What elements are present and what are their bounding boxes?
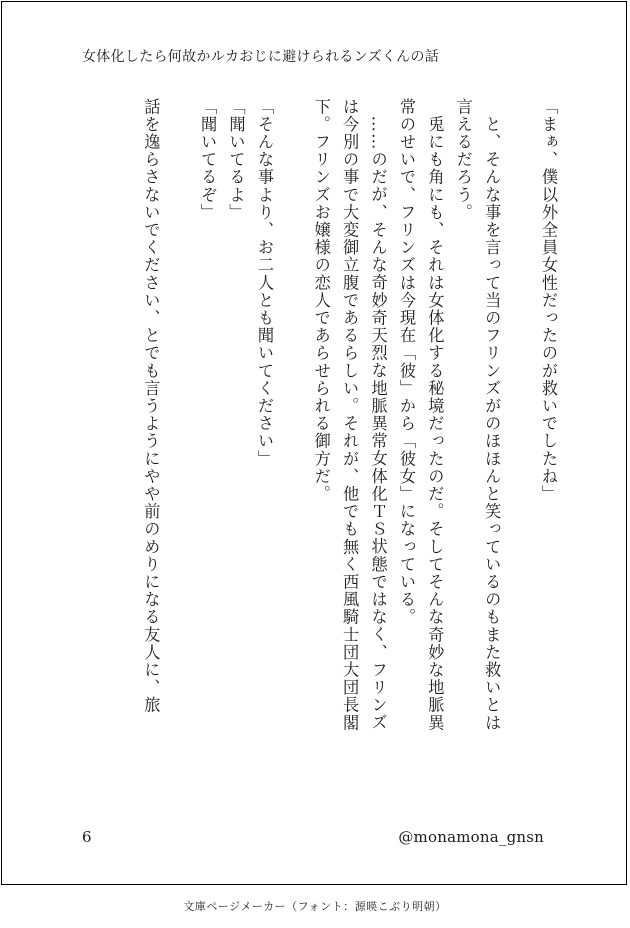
text-line: 話を逸らさないでください、とでも言うようにやや前のめりになる友人に、旅 bbox=[141, 98, 161, 714]
text-line: 兎にも角にも、それは女体化する秘境だったのだ。そしてそんな奇妙な地脈異 bbox=[425, 98, 445, 732]
text-line: 「まぁ、僕以外全員女性だったのが救いでしたね」 bbox=[539, 98, 558, 503]
footer-credit: 文庫ページメーカー（フォント：源暎こぶり明朝） bbox=[183, 900, 447, 913]
text-line: 「そんな事より、お二人とも聞いてください」 bbox=[254, 98, 274, 468]
text-line: 「聞いてるよ」 bbox=[226, 98, 246, 222]
page-title: 女体化したら何故かルカおじに避けられるンズくんの話 bbox=[82, 49, 440, 65]
text-line: 言えるだろう。 bbox=[453, 98, 473, 222]
text-line bbox=[278, 98, 306, 804]
vertical-body-text bbox=[136, 98, 562, 804]
text-line: と、そんな事を言って当のフリンズがのほほんと笑っているのもまた救いとは bbox=[482, 98, 502, 732]
text-line: 常のせいで、フリンズは今現在「彼」から「彼女」になっている。 bbox=[396, 98, 416, 626]
page-number: 6 bbox=[82, 828, 92, 846]
text-line: ……のだが、そんな奇妙奇天烈な地脈異常女体化ＴＳ状態ではなく、フリンズ bbox=[368, 98, 388, 732]
text-line: は今別の事で大変御立腹であるらしい。それが、他でも無く西風騎士団大団長閣 bbox=[340, 98, 360, 732]
text-line bbox=[164, 98, 192, 804]
page-frame bbox=[1, 1, 627, 885]
text-line bbox=[505, 98, 533, 804]
text-line: 下。フリンズお嬢様の恋人であらせられる御方だ。 bbox=[311, 98, 331, 503]
author-handle: @monamona_gnsn bbox=[398, 828, 544, 846]
text-line: 「聞いてるぞ」 bbox=[198, 98, 218, 222]
